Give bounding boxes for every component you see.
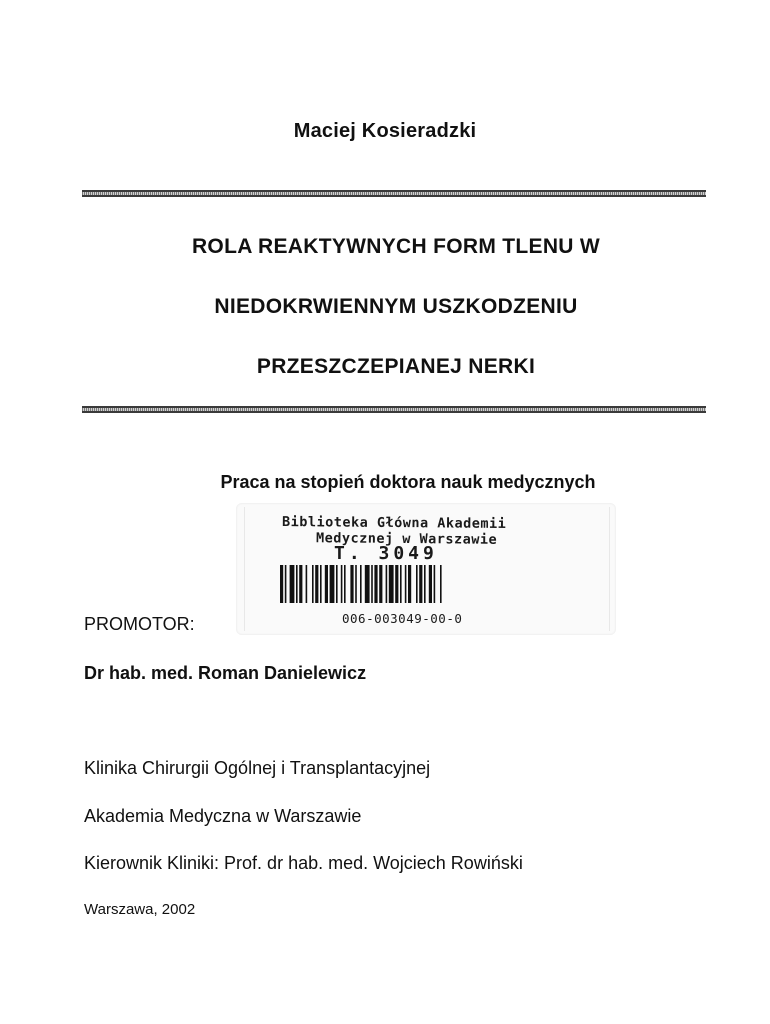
stamp-barcode-number: 006-003049-00-0 — [342, 611, 463, 626]
degree-statement: Praca na stopień doktora nauk medycznych — [220, 472, 596, 492]
academy-name: Akademia Medyczna w Warszawie — [84, 806, 362, 826]
top-divider — [82, 190, 706, 197]
thesis-title-line-3: PRZESZCZEPIANEJ NERKI — [256, 355, 536, 378]
thesis-title-line-1: ROLA REAKTYWNYCH FORM TLENU W — [191, 235, 601, 258]
library-stamp — [236, 503, 616, 635]
stamp-library-city: Medycznej w Warszawie — [315, 530, 498, 548]
stamp-shelfmark: T. 3049 — [334, 543, 438, 564]
promotor-label: PROMOTOR: — [84, 614, 195, 634]
thesis-title-line-2: NIEDOKRWIENNYM USZKODZENIU — [214, 295, 578, 318]
bottom-divider — [82, 406, 706, 413]
head-of-clinic: Kierownik Kliniki: Prof. dr hab. med. Wojciech Rowiński — [84, 853, 523, 873]
barcode-icon — [280, 565, 530, 603]
stamp-library-name: Biblioteka Główna Akademii — [281, 514, 507, 532]
author-name: Maciej Kosieradzki — [293, 120, 477, 142]
place-and-date: Warszawa, 2002 — [84, 901, 196, 918]
promotor-name: Dr hab. med. Roman Danielewicz — [84, 663, 367, 683]
clinic-name: Klinika Chirurgii Ogólnej i Transplantacyjnej — [84, 758, 431, 778]
